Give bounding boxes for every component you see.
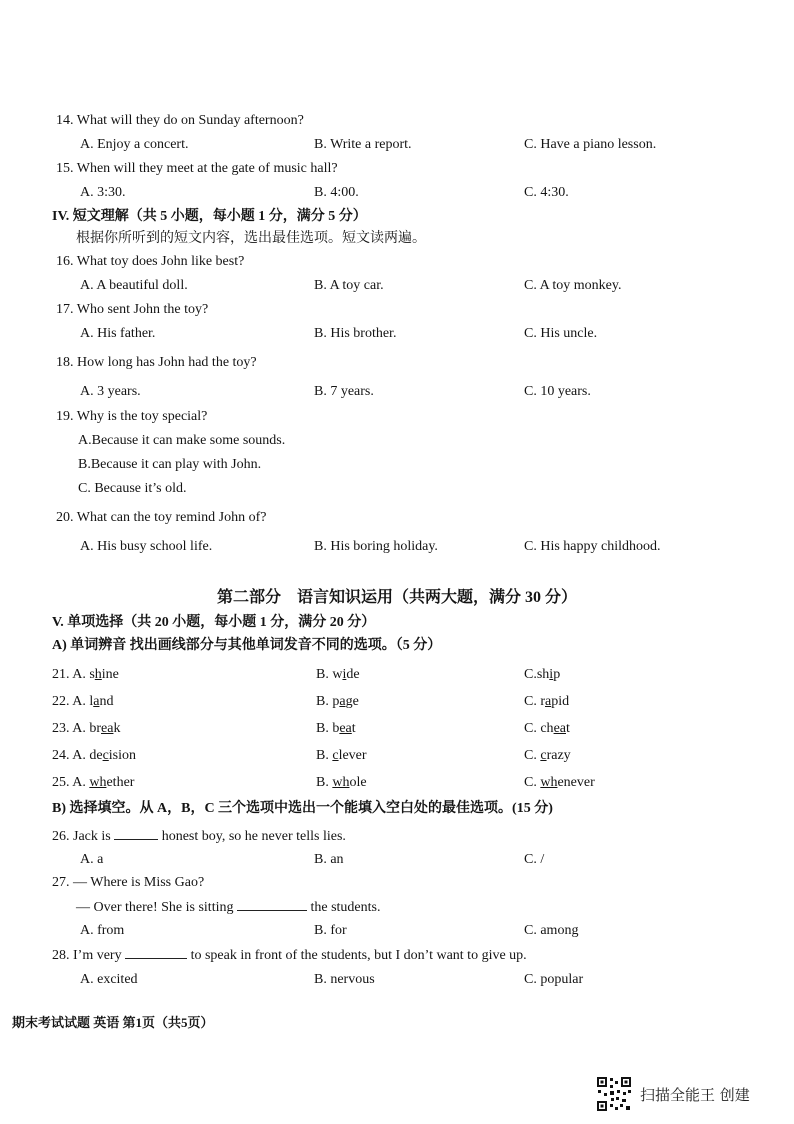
option-a: 25. A. whether — [52, 775, 135, 790]
option-c: C. among — [524, 923, 579, 938]
options-22 — [0, 693, 794, 711]
answer-blank — [237, 898, 307, 911]
options-16 — [0, 277, 794, 295]
option-a: A. A beautiful doll. — [80, 278, 188, 293]
section-4-heading: IV. 短文理解（共 5 小题，每小题 1 分，满分 5 分） — [52, 209, 367, 224]
option-a: 22. A. land — [52, 694, 114, 709]
option-a: A. His busy school life. — [80, 539, 213, 554]
option-c: C. popular — [524, 972, 584, 987]
qr-code-icon — [596, 1076, 632, 1112]
option-b: B. nervous — [314, 972, 375, 987]
option-c: C. Because it’s old. — [78, 481, 187, 496]
option-a: A. Enjoy a concert. — [80, 137, 189, 152]
option-b: B. clever — [316, 748, 367, 763]
option-a: 24. A. decision — [52, 748, 137, 763]
option-b: B. His boring holiday. — [314, 539, 438, 554]
option-a: A. from — [80, 923, 125, 938]
part-2-title: 第二部分 语言知识运用（共两大题，满分 30 分） — [216, 589, 577, 606]
question-19: 19. Why is the toy special? — [56, 409, 208, 424]
options-14 — [0, 136, 794, 154]
option-a: A. His father. — [80, 326, 156, 341]
options-21 — [0, 666, 794, 684]
answer-blank — [125, 946, 187, 959]
option-b: B. A toy car. — [314, 278, 384, 293]
option-c: C. His happy childhood. — [524, 539, 661, 554]
option-c: C. rapid — [524, 694, 570, 709]
options-25 — [0, 774, 794, 792]
option-b: B. Write a report. — [314, 137, 412, 152]
sub-b-heading: B) 选择填空。从 A，B，C 三个选项中选出一个能填入空白处的最佳选项。(15 分) — [52, 801, 553, 816]
answer-blank — [114, 827, 158, 840]
option-a: A. a — [80, 852, 104, 867]
option-b: B. His brother. — [314, 326, 397, 341]
option-b: B. beat — [316, 721, 356, 736]
option-c: C. 4:30. — [524, 185, 569, 200]
option-c: C. cheat — [524, 721, 570, 736]
scanner-label: 扫描全能王 创建 — [640, 1086, 750, 1104]
question-27: 27. — Where is Miss Gao? — [52, 875, 205, 890]
question-26: 26. Jack is honest boy, so he never tells lies. — [52, 829, 346, 844]
question-16: 16. What toy does John like best? — [56, 254, 245, 269]
option-b: B. whole — [316, 775, 367, 790]
option-c: C.ship — [524, 667, 561, 682]
option-a: A. excited — [80, 972, 138, 987]
option-a: A. 3:30. — [80, 185, 126, 200]
option-a: A.Because it can make some sounds. — [78, 433, 286, 448]
option-b: B. 4:00. — [314, 185, 359, 200]
option-c: C. Have a piano lesson. — [524, 137, 657, 152]
question-20: 20. What can the toy remind John of? — [56, 510, 267, 525]
option-c: C. whenever — [524, 775, 595, 790]
option-a: 21. A. shine — [52, 667, 119, 682]
option-a: 23. A. break — [52, 721, 121, 736]
options-27 — [0, 922, 794, 940]
option-b: B. 7 years. — [314, 384, 374, 399]
option-b: B. page — [316, 694, 359, 709]
options-26 — [0, 851, 794, 869]
question-18: 18. How long has John had the toy? — [56, 355, 257, 370]
options-17 — [0, 325, 794, 343]
section-4-instruction: 根据你所听到的短文内容，选出最佳选项。短文读两遍。 — [76, 231, 426, 246]
options-28 — [0, 971, 794, 989]
options-18 — [0, 383, 794, 401]
option-b: B.Because it can play with John. — [78, 457, 262, 472]
options-15 — [0, 184, 794, 202]
option-c: C. 10 years. — [524, 384, 591, 399]
section-5-heading: V. 单项选择（共 20 小题，每小题 1 分，满分 20 分） — [52, 615, 376, 630]
option-b: B. an — [314, 852, 344, 867]
options-24 — [0, 747, 794, 765]
page-footer: 期末考试试题 英语 第1页（共5页） — [12, 1015, 214, 1030]
question-28: 28. I’m very to speak in front of the students, but I don’t want to give up. — [52, 948, 527, 963]
question-17: 17. Who sent John the toy? — [56, 302, 209, 317]
question-27-reply: — Over there! She is sitting the students. — [76, 900, 381, 915]
option-b: B. for — [314, 923, 347, 938]
options-23 — [0, 720, 794, 738]
sub-a-heading: A) 单词辨音 找出画线部分与其他单词发音不同的选项。（5 分） — [52, 638, 442, 653]
option-b: B. wide — [316, 667, 360, 682]
option-c: C. crazy — [524, 748, 571, 763]
question-14: 14. What will they do on Sunday afternoon? — [56, 113, 304, 128]
options-20 — [0, 538, 794, 556]
option-c: C. A toy monkey. — [524, 278, 622, 293]
option-a: A. 3 years. — [80, 384, 141, 399]
question-15: 15. When will they meet at the gate of music hall? — [56, 161, 338, 176]
option-c: C. / — [524, 852, 545, 867]
option-c: C. His uncle. — [524, 326, 598, 341]
